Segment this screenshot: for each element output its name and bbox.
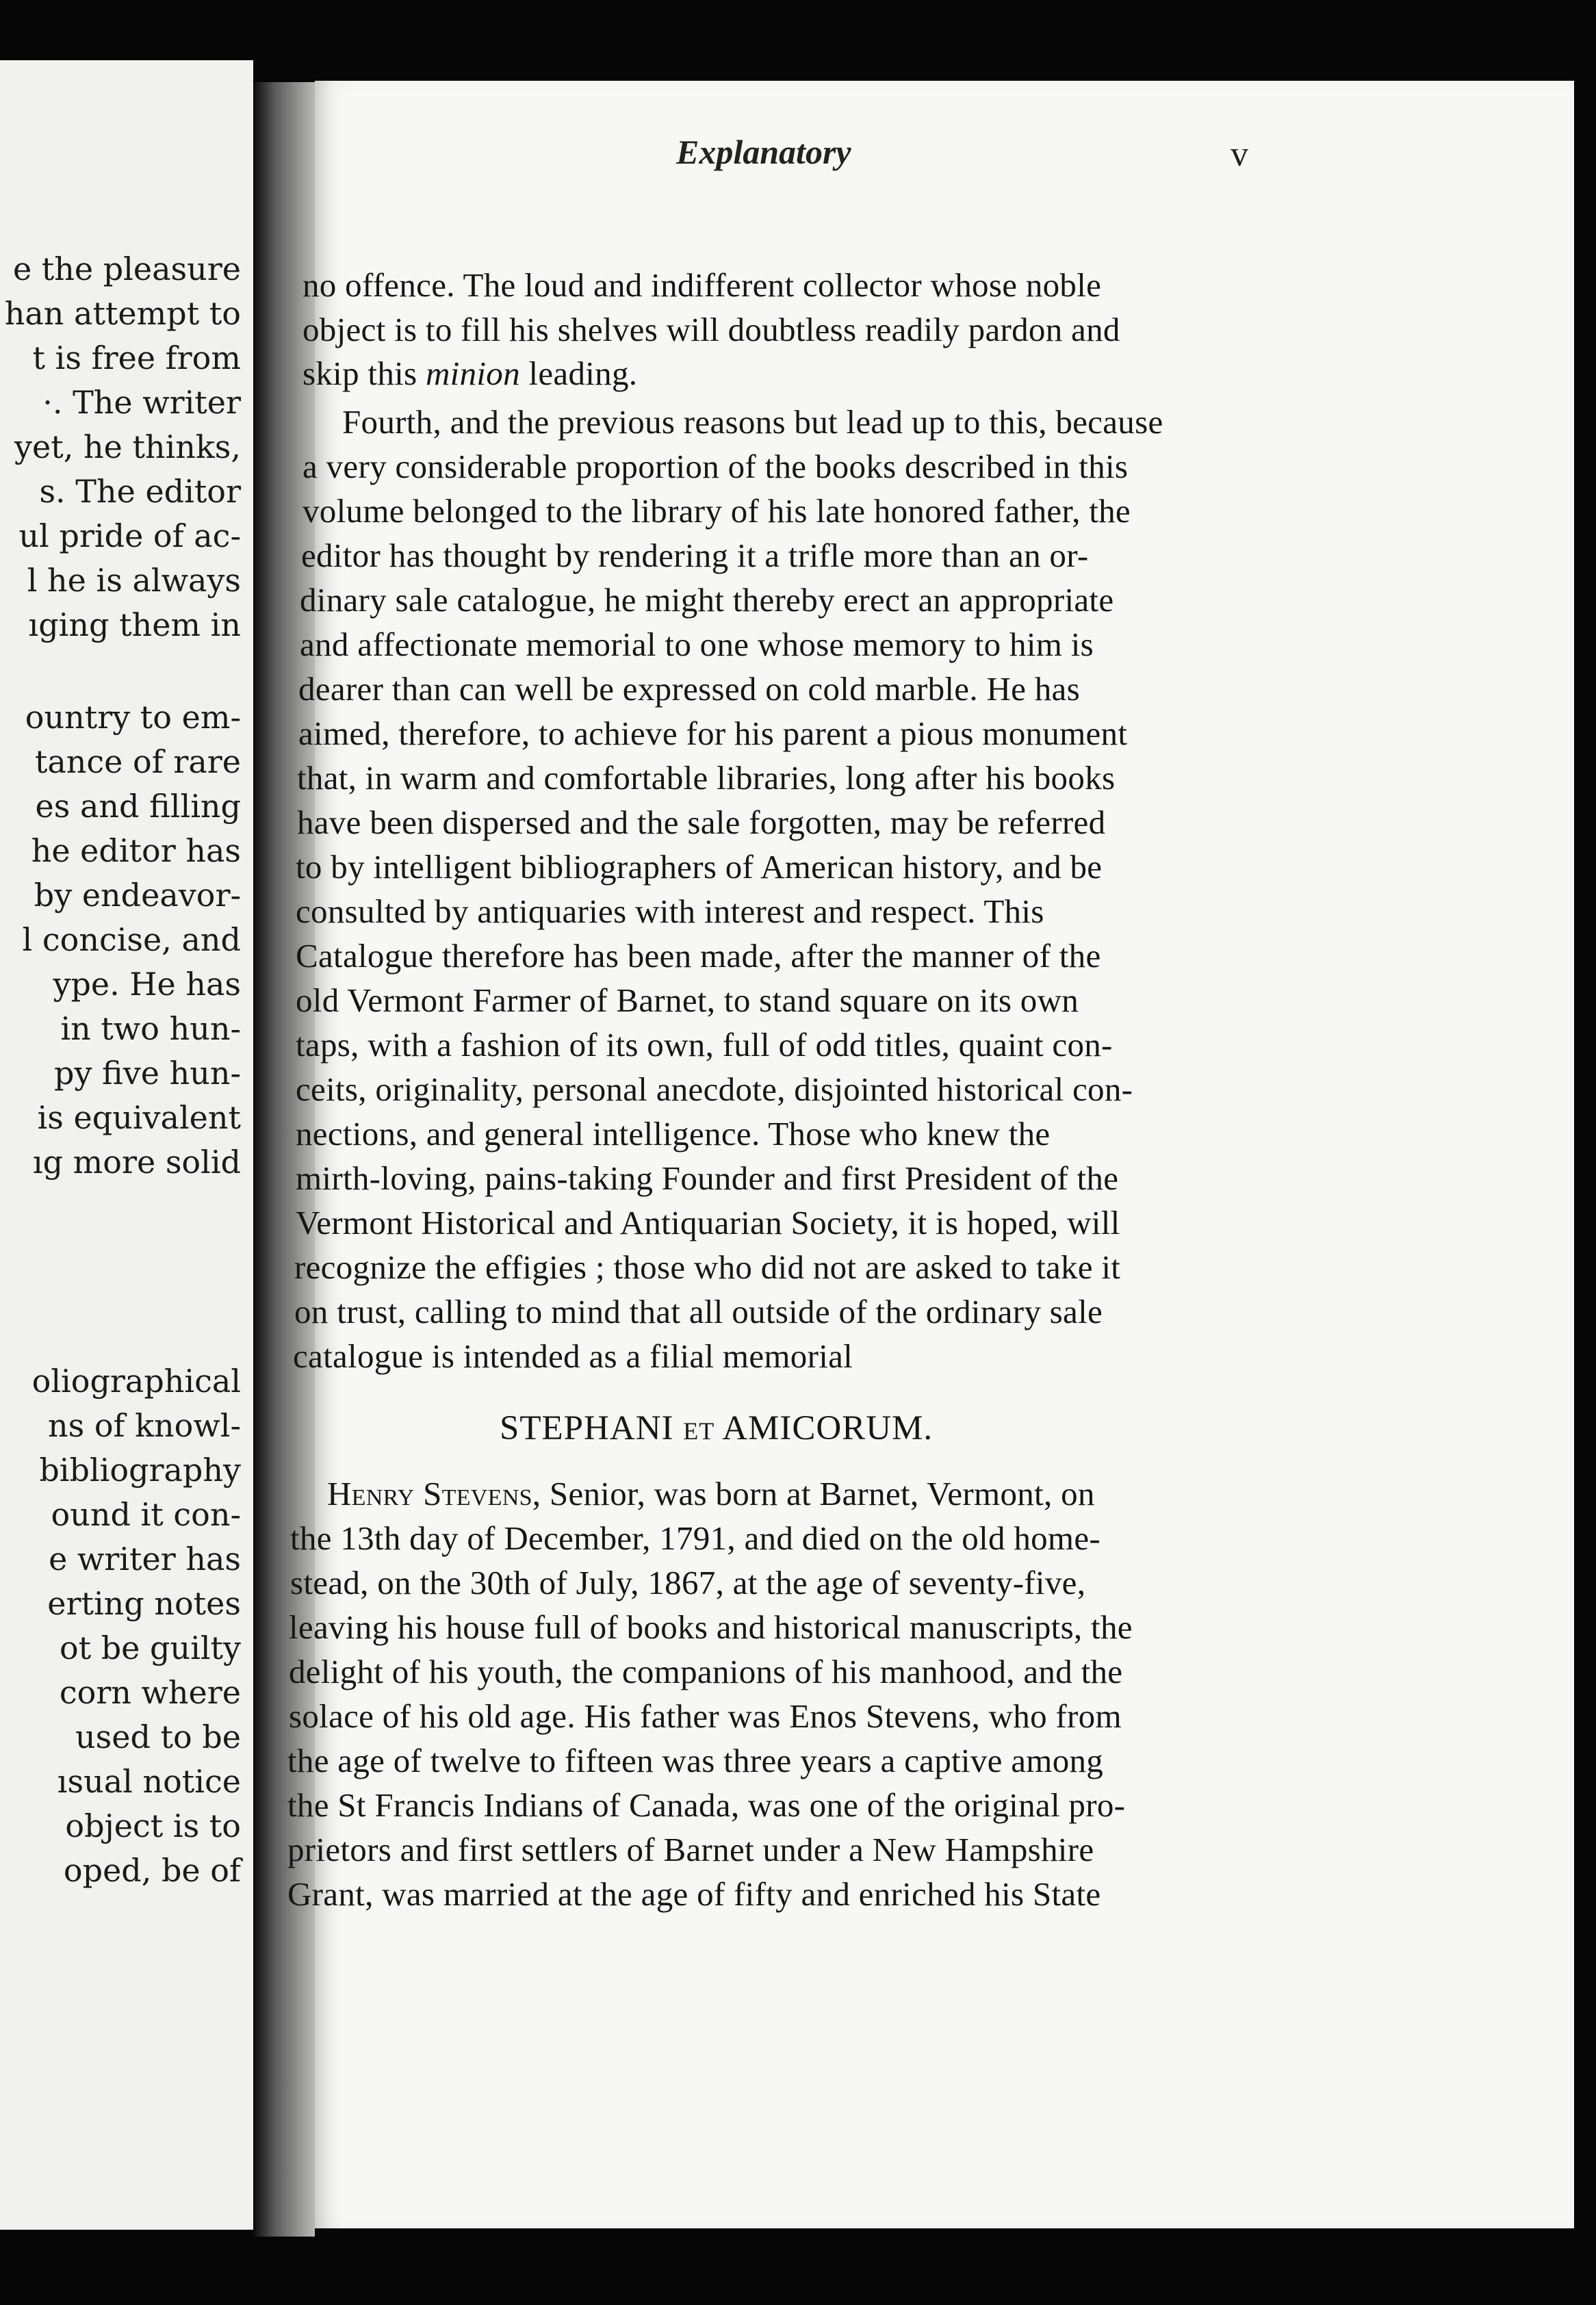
- body-line: mirth-loving, pains-taking Founder and first President of the: [296, 1159, 1119, 1197]
- body-line: and affectionate memorial to one whose memory to him is: [300, 626, 1094, 663]
- left-page-line: ype. He has: [53, 966, 241, 1003]
- body-line: leaving his house full of books and historical manuscripts, the: [289, 1608, 1133, 1646]
- body-line: Vermont Historical and Antiquarian Society, it is hoped, will: [296, 1204, 1120, 1241]
- left-page-text: [0, 60, 246, 2230]
- body-line: delight of his youth, the companions of his manhood, and the: [289, 1653, 1123, 1690]
- body-line: skip this minion leading.: [303, 355, 638, 392]
- page-number: v: [1231, 135, 1248, 174]
- left-page-line: oliographical: [31, 1363, 241, 1400]
- left-page-line: l concise, and: [22, 921, 241, 958]
- italic-word: minion: [425, 355, 520, 392]
- left-page-line: s. The editor: [39, 473, 241, 510]
- left-page-line: tance of rare: [34, 743, 241, 780]
- heading-et: ET: [683, 1417, 715, 1445]
- body-line: [327, 1477, 1095, 1510]
- body-line: Fourth, and the previous reasons but lead up to this, because: [342, 403, 1163, 441]
- body-line: old Vermont Farmer of Barnet, to stand square on its own: [296, 981, 1079, 1019]
- left-page-line: bibliography: [39, 1452, 241, 1489]
- heading-word: STEPHANI: [500, 1409, 674, 1447]
- left-page-line: oped, be of: [63, 1852, 241, 1889]
- left-page-line: l he is always: [27, 562, 241, 599]
- left-page-line: object is to: [65, 1807, 241, 1844]
- line-rest: , Senior, was born at Barnet, Vermont, on: [532, 1475, 1095, 1512]
- left-page-line: ound it con-: [51, 1496, 241, 1533]
- left-page-line: es and filling: [35, 788, 241, 825]
- body-line: ceits, originality, personal anecdote, disjointed historical con-: [296, 1070, 1133, 1108]
- body-line: stead, on the 30th of July, 1867, at the age of seventy-five,: [290, 1564, 1086, 1601]
- body-line: consulted by antiquaries with interest and respect. This: [296, 892, 1044, 930]
- body-line: that, in warm and comfortable libraries, long after his books: [297, 759, 1116, 797]
- left-page-line: is equivalent: [37, 1099, 241, 1136]
- left-page-line: yet, he thinks,: [14, 428, 241, 465]
- body-line: on trust, calling to mind that all outside of the ordinary sale: [294, 1293, 1103, 1330]
- section-heading: [500, 1408, 933, 1448]
- left-page-line: in two hun-: [60, 1010, 241, 1047]
- body-line: have been dispersed and the sale forgotten, may be referred: [297, 803, 1106, 841]
- body-line: recognize the effigies ; those who did not are asked to take it: [294, 1248, 1121, 1286]
- left-page-fragment: [0, 60, 253, 2230]
- body-line: the St Francis Indians of Canada, was one of the original pro-: [287, 1786, 1126, 1824]
- running-header: Explanatory: [676, 133, 851, 171]
- body-line: dearer than can well be expressed on cold marble. He has: [298, 670, 1080, 708]
- left-page-line: ·. The writer: [42, 384, 241, 421]
- body-line: volume belonged to the library of his late honored father, the: [303, 492, 1131, 530]
- body-line: editor has thought by rendering it a trifle more than an or-: [301, 537, 1089, 574]
- body-line: Grant, was married at the age of fifty and enriched his State: [287, 1875, 1101, 1913]
- left-page-line: he editor has: [31, 832, 241, 869]
- left-page-line: ot be guilty: [59, 1630, 241, 1666]
- body-line: the age of twelve to fifteen was three years a captive among: [287, 1742, 1104, 1779]
- left-page-line: ns of knowl-: [47, 1407, 241, 1444]
- left-page-line: e the pleasure: [12, 250, 241, 287]
- body-line: catalogue is intended as a filial memorial: [293, 1337, 853, 1375]
- heading-word: AMICORUM.: [722, 1409, 934, 1447]
- left-page-line: ıging them in: [28, 606, 241, 643]
- left-page-line: erting notes: [47, 1585, 241, 1622]
- body-line: taps, with a fashion of its own, full of odd titles, quaint con-: [296, 1026, 1113, 1064]
- left-page-line: used to be: [75, 1718, 241, 1755]
- left-page-line: py five hun-: [54, 1055, 241, 1092]
- body-line: a very considerable proportion of the books described in this: [303, 448, 1129, 485]
- body-line: the 13th day of December, 1791, and died on the old home-: [290, 1519, 1101, 1557]
- body-line: Catalogue therefore has been made, after the manner of the: [296, 937, 1101, 975]
- body-line: object is to fill his shelves will doubtless readily pardon and: [303, 311, 1120, 348]
- left-page-line: han attempt to: [4, 295, 241, 332]
- body-line: prietors and first settlers of Barnet under a New Hampshire: [287, 1831, 1094, 1868]
- left-page-line: ıg more solid: [32, 1144, 241, 1181]
- body-line: solace of his old age. His father was Enos Stevens, who from: [289, 1697, 1122, 1735]
- left-page-line: t is free from: [32, 339, 241, 376]
- left-page-line: corn where: [59, 1674, 241, 1711]
- body-line: dinary sale catalogue, he might thereby erect an appropriate: [300, 581, 1114, 619]
- body-line: to by intelligent bibliographers of American history, and be: [296, 848, 1103, 886]
- body-line: no offence. The loud and indifferent collector whose noble: [303, 266, 1102, 304]
- name-small-caps: Henry Stevens: [327, 1475, 532, 1512]
- left-page-line: ısual notice: [57, 1763, 241, 1800]
- left-page-line: by endeavor-: [34, 877, 241, 914]
- left-page-line: ountry to em-: [25, 699, 241, 736]
- body-line: nections, and general intelligence. Those who knew the: [296, 1115, 1051, 1152]
- left-page-line: e writer has: [49, 1541, 241, 1578]
- body-line: aimed, therefore, to achieve for his parent a pious monument: [298, 714, 1128, 752]
- left-page-line: ul pride of ac-: [18, 517, 241, 554]
